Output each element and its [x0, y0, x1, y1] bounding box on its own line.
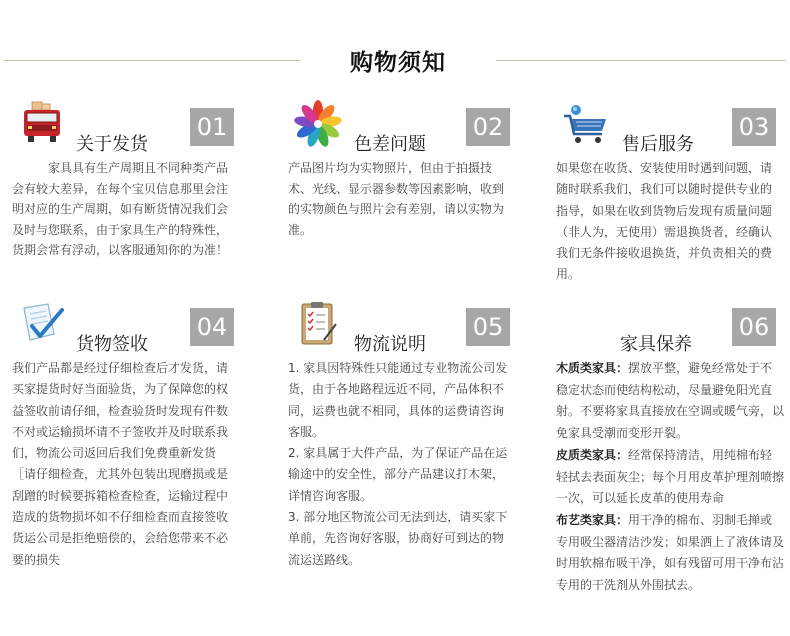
page-title: 购物须知 [350, 50, 446, 76]
body-paragraph: 2. 家具属于大件产品，为了保证产品在运输途中的安全性，部分产品建议打木架，详情咨询客服。 [288, 446, 508, 503]
care-text: 经常保持清洁，用纯棉布轻轻拭去表面灰尘；每个月用皮革护理剂喷擦一次，可以延长皮革的使用寿命 [556, 447, 785, 506]
care-text: 摆放平整，避免经常处于不稳定状态而使结构松动，尽量避免阳光直射。不要将家具直接放在空调或暖气旁，以免家具受潮而变形开裂。 [556, 361, 785, 441]
section-title: 家具保养 [620, 334, 692, 355]
section-body [12, 158, 238, 261]
care-item-leather [556, 445, 784, 510]
body-paragraph: 我们产品都是经过仔细检查后才发货，请买家提货时好当面验货，为了保障您的权益签收前请仔细，检查验货时发现有件数不对或运输损坏请不子签收并及时联系我们，物流公司返回后我们免费重新发货［请仔细检查，尤其外包装出现磨损或是刮蹭的时候要拆箱检查检查，运输过程中造成的货物损坏如不仔细检查而直接签收货运公司是拒绝赔偿的，会给您带来不必要的损失 [12, 361, 229, 567]
section-number-badge: 01 [190, 108, 234, 146]
section-title: 货物签收 [76, 334, 148, 355]
section-number-badge: 06 [732, 308, 776, 346]
body-paragraph: 1. 家具因特殊性只能通过专业物流公司发货，由于各地路程远近不同，产品体积不同，运费也就不相同，具体的运费请咨询客服。 [288, 361, 508, 439]
section-title: 色差问题 [354, 134, 426, 155]
shopping-cart-icon [562, 100, 610, 148]
section-body [288, 358, 514, 571]
body-paragraph: 家具具有生产周期且不同种类产品会有较大差异，在每个宝贝信息那里会注明对应的生产周期，如有断货情况我们会及时与您联系，由于家具生产的特殊性，货期会常有浮动，以客服通知你的为准！ [12, 161, 229, 258]
page-header [0, 0, 790, 100]
body-paragraph: 产品图片均为实物照片，但由于拍摄技术、光线、显示器参数等因素影响，收到的实物颜色与照片会有差别，请以实物为准。 [288, 161, 505, 237]
section-number-badge: 02 [466, 108, 510, 146]
delivery-truck-icon [18, 100, 66, 148]
section-title: 售后服务 [622, 134, 694, 155]
body-paragraph: 如果您在收货、安装使用时遇到问题，请随时联系我们，我们可以随时提供专业的指导，如果在收到货物后发现有质量问题（非人为，无使用）需退换货者，经确认我们无条件接收退换货，并负责相关的费用。 [556, 161, 773, 282]
section-number-badge: 03 [732, 108, 776, 146]
body-paragraph: 3. 部分地区物流公司无法到达，请买家下单前，先咨询好客服，协商好可到达的物流运送路线。 [288, 510, 508, 567]
clipboard-checklist-icon [294, 300, 342, 348]
section-body [12, 358, 238, 571]
section-number-badge: 05 [466, 308, 510, 346]
header-divider-right [496, 60, 786, 61]
section-title: 物流说明 [354, 334, 426, 355]
color-wheel-icon [294, 100, 342, 148]
section-body [556, 358, 784, 597]
sign-off-check-icon [18, 300, 66, 348]
care-label: 木质类家具： [556, 361, 629, 375]
care-label: 布艺类家具： [556, 512, 629, 527]
care-item-wood [556, 358, 784, 445]
care-item-fabric [556, 510, 784, 597]
section-title: 关于发货 [76, 134, 148, 155]
header-divider-left [4, 60, 300, 61]
section-number-badge: 04 [190, 308, 234, 346]
care-label: 皮质类家具： [556, 447, 629, 462]
section-body [288, 158, 514, 240]
section-body [556, 158, 782, 286]
care-text: 用干净的棉布、羽制毛掸或专用吸尘器清洁沙发；如果洒上了液体请及时用软棉布吸干净，如有残留可用干净布沾专用的干洗剂从外围拭去。 [556, 512, 785, 593]
